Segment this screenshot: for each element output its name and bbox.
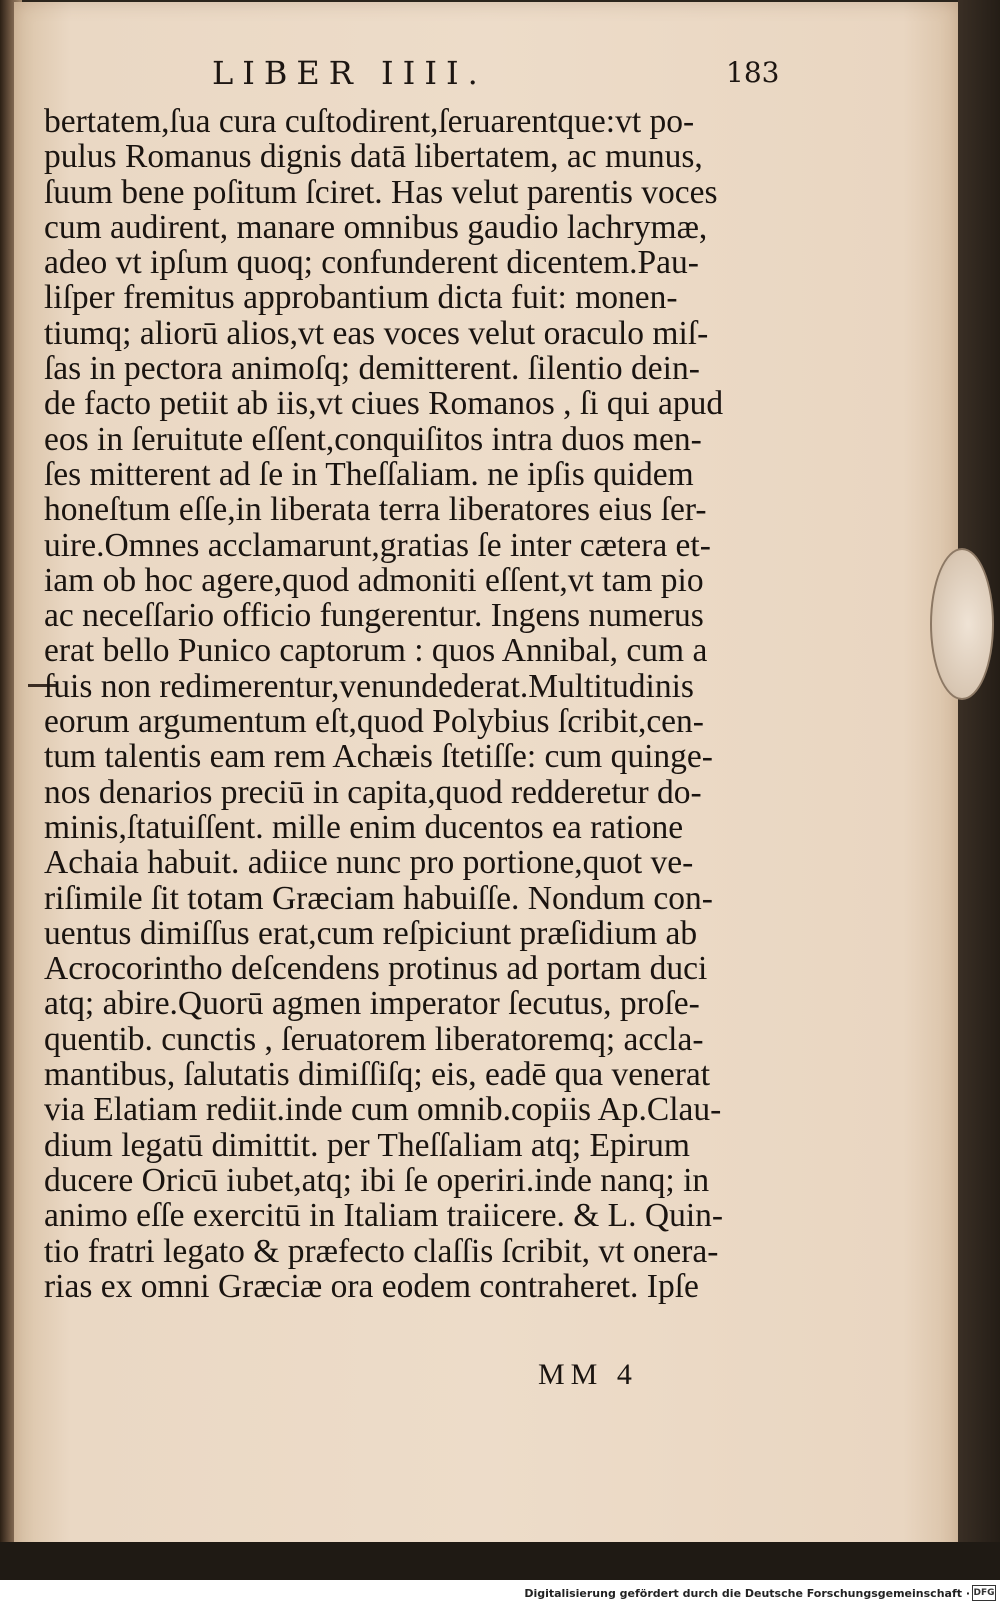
text-line: pulus Romanus dignis datā libertatem, ac munus, xyxy=(44,138,703,176)
text-line: via Elatiam rediit.inde cum omnib.copiis Ap.Clau- xyxy=(44,1091,722,1129)
text-line: de facto petiit ab iis,vt ciues Romanos , ſi qui apud xyxy=(44,385,724,423)
text-line: honeſtum eſſe,in liberata terra liberatores eius ſer- xyxy=(44,491,707,529)
text-line: cum audirent, manare omnibus gaudio lachrymæ, xyxy=(44,208,708,246)
page-header xyxy=(40,52,920,102)
footer-credit: Digitalisierung gefördert durch die Deutsche Forschungsgemeinschaft · xyxy=(524,1587,970,1600)
text-line: uire.Omnes acclamarunt,gratias ſe inter cætera et- xyxy=(44,526,711,564)
dfg-logo: DFG xyxy=(972,1585,996,1601)
digitization-footer xyxy=(0,1580,1000,1609)
text-line: ac neceſſario officio fungerentur. Ingens numerus xyxy=(44,597,704,635)
text-line: uentus dimiſſus erat,cum reſpiciunt præſidium ab xyxy=(44,914,698,952)
text-line: ducere Oricū iubet,atq; ibi ſe operiri.inde nanq; in xyxy=(44,1161,710,1199)
text-line: iam ob hoc agere,quod admoniti eſſent,vt tam pio xyxy=(44,561,704,599)
text-line: tum talentis eam rem Achæis ſtetiſſe: cum quinge- xyxy=(44,738,713,776)
text-line: nos denarios preciū in capita,quod redderetur do- xyxy=(44,773,702,811)
text-line: tiumq; aliorū alios,vt eas voces velut oraculo miſ- xyxy=(44,314,709,352)
text-line: atq; abire.Quorū agmen imperator ſecutus, proſe- xyxy=(44,985,700,1023)
page-shadow xyxy=(958,0,1000,1580)
page-number: 183 xyxy=(726,56,780,89)
page-clip xyxy=(930,548,994,700)
text-line: rias ex omni Græciæ ora eodem contraheret. Ipſe xyxy=(44,1267,699,1305)
text-line: dium legatū dimittit. per Theſſaliam atq; Epirum xyxy=(44,1126,690,1164)
text-line: ſuis non redimerentur,venundederat.Multitudinis xyxy=(44,667,694,705)
text-line: mantibus, ſalutatis dimiſſiſq; eis, eadē qua venerat xyxy=(44,1056,711,1094)
text-line: tio fratri legato & præfecto claſſis ſcribit, vt onera- xyxy=(44,1232,719,1270)
text-line: adeo vt ipſum quoq; confunderent dicentem.Pau- xyxy=(44,244,699,282)
scan-bottom-band xyxy=(0,1542,1000,1580)
text-line: minis,ſtatuiſſent. mille enim ducentos ea ratione xyxy=(44,808,684,846)
text-line: riſimile ſit totam Græciam habuiſſe. Nondum con- xyxy=(44,879,713,917)
text-line: eos in ſeruitute eſſent,conquiſitos intra duos men- xyxy=(44,420,702,458)
text-line: Achaia habuit. adiice nunc pro portione,quot ve- xyxy=(44,844,694,882)
text-line: bertatem,ſua cura cuſtodirent,ſeruarentque:vt po- xyxy=(44,103,695,140)
text-line: Acrocorintho deſcendens protinus ad portam duci xyxy=(44,950,708,988)
text-line: ſes mitterent ad ſe in Theſſaliam. ne ipſis quidem xyxy=(44,455,694,493)
running-title: LIBER IIII. xyxy=(212,54,487,92)
signature-mark: MM 4 xyxy=(538,1358,638,1391)
text-line: animo eſſe exercitū in Italiam traiicere. & L. Quin- xyxy=(44,1197,724,1235)
text-line: ſuum bene poſitum ſciret. Has velut parentis voces xyxy=(44,173,718,211)
text-line: ſas in pectora animoſq; demitterent. ſilentio dein- xyxy=(44,350,700,388)
text-line: liſper fremitus approbantium dicta fuit: monen- xyxy=(44,279,678,317)
text-line: eorum argumentum eſt,quod Polybius ſcribit,cen- xyxy=(44,703,704,741)
body-text xyxy=(44,104,844,1304)
text-line: erat bello Punico captorum : quos Annibal, cum a xyxy=(44,632,708,670)
text-line: quentib. cunctis , ſeruatorem liberatoremq; accla- xyxy=(44,1020,704,1058)
